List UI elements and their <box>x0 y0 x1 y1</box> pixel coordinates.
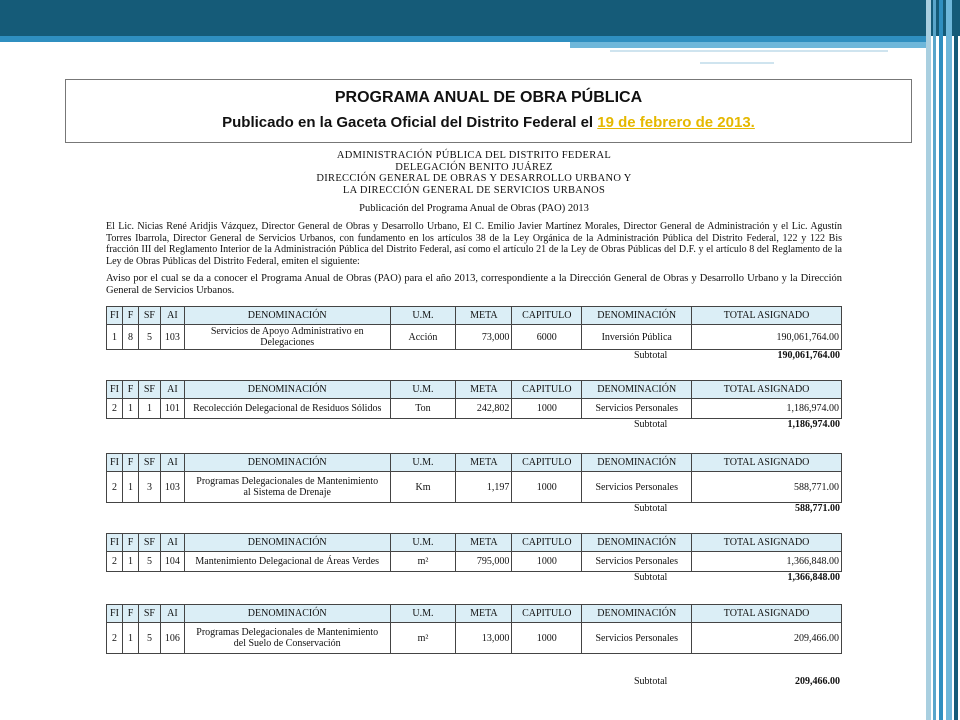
table-cell: m² <box>390 552 456 572</box>
table-cell: Ton <box>390 399 456 419</box>
column-header: U.M. <box>390 381 456 399</box>
program-table <box>106 533 842 572</box>
column-header: AI <box>160 307 184 325</box>
column-header: AI <box>160 605 184 623</box>
subtotal-row <box>106 572 842 584</box>
column-header: F <box>122 381 138 399</box>
intro-paragraph: El Lic. Nicias René Aridjis Vázquez, Director General de Obras y Desarrollo Urbano, El C. Emilio Javier Martínez Morales, Director General de Administración y el Lic. Agustín Torres Ibarrola, Director General de Servicios Urbanos, con fundamento en los artículos 38 de la Ley Orgánica de la Administración Pública del Distrito Federal, 122 y 122 Bis fracción III del Reglamento Interior de la Administración Pública del Distrito Federal, así como el artículo 21 de la Ley de Obras Públicas del D.F. y el artículo 8 del Reglamento de la Ley de Obras Públicas del Distrito Federal, emiten el siguiente: <box>106 221 842 267</box>
publication-date-link[interactable]: 19 de febrero de 2013. <box>597 114 755 131</box>
program-block <box>106 380 842 431</box>
table-cell: 2 <box>107 399 123 419</box>
title-box <box>65 79 912 143</box>
program-block <box>106 604 842 688</box>
column-header: SF <box>138 307 160 325</box>
subtotal-row <box>106 419 842 431</box>
table-cell: 2 <box>107 552 123 572</box>
column-header: DENOMINACIÓN <box>184 454 390 472</box>
right-decor-bar <box>933 0 936 720</box>
table-cell: 2 <box>107 623 123 654</box>
column-header: U.M. <box>390 307 456 325</box>
program-block <box>106 453 842 515</box>
page-subtitle <box>66 114 911 131</box>
table-cell: 103 <box>160 472 184 503</box>
subtotal-label: Subtotal <box>634 572 668 583</box>
column-header: F <box>122 454 138 472</box>
table-cell: 1,366,848.00 <box>692 552 842 572</box>
table-cell: Servicios Personales <box>582 399 692 419</box>
table-cell: 2 <box>107 472 123 503</box>
subtotal-label: Subtotal <box>634 350 668 361</box>
column-header: AI <box>160 381 184 399</box>
aviso-paragraph: Aviso por el cual se da a conocer el Programa Anual de Obras (PAO) para el año 2013, correspondiente a la Dirección General de Obras y Desarrollo Urbano y la Dirección General de Servicios Urbanos. <box>106 273 842 296</box>
program-table <box>106 306 842 350</box>
table-cell: Km <box>390 472 456 503</box>
header-line: DIRECCIÓN GENERAL DE OBRAS Y DESARROLLO URBANO Y <box>316 173 632 184</box>
subtotal-value: 1,186,974.00 <box>787 419 840 430</box>
table-cell: 1 <box>122 472 138 503</box>
column-header: SF <box>138 454 160 472</box>
column-header: FI <box>107 307 123 325</box>
column-header: FI <box>107 534 123 552</box>
column-header: F <box>122 534 138 552</box>
column-header: CAPITULO <box>512 381 582 399</box>
program-block <box>106 306 842 362</box>
column-header: DENOMINACIÓN <box>582 534 692 552</box>
table-cell: 13,000 <box>456 623 512 654</box>
subtotal-row <box>106 350 842 362</box>
column-header: CAPITULO <box>512 605 582 623</box>
table-cell: 6000 <box>512 325 582 350</box>
column-header: DENOMINACIÓN <box>582 381 692 399</box>
column-header: META <box>456 534 512 552</box>
table-header-row <box>107 307 842 325</box>
column-header: F <box>122 307 138 325</box>
column-header: CAPITULO <box>512 307 582 325</box>
subtotal-value: 588,771.00 <box>795 503 840 514</box>
subtotal-value: 209,466.00 <box>795 676 840 687</box>
decor-line <box>700 62 774 64</box>
table-cell: 3 <box>138 472 160 503</box>
column-header: FI <box>107 454 123 472</box>
table-cell: 1000 <box>512 472 582 503</box>
table-cell: 5 <box>138 623 160 654</box>
column-header: META <box>456 454 512 472</box>
subtitle-text: Publicado en la Gaceta Oficial del Distrito Federal el <box>222 114 594 131</box>
subtotal-row <box>106 676 842 688</box>
table-row <box>107 399 842 419</box>
column-header: U.M. <box>390 454 456 472</box>
program-table <box>106 604 842 654</box>
table-cell: 795,000 <box>456 552 512 572</box>
table-cell: Servicios Personales <box>582 472 692 503</box>
column-header: DENOMINACIÓN <box>582 307 692 325</box>
subtotal-value: 1,366,848.00 <box>787 572 840 583</box>
table-cell: 1 <box>122 399 138 419</box>
column-header: DENOMINACIÓN <box>184 534 390 552</box>
table-cell: Inversión Pública <box>582 325 692 350</box>
right-decor-bar <box>926 0 931 720</box>
program-tables <box>106 306 842 688</box>
table-cell: 73,000 <box>456 325 512 350</box>
right-decor-bar <box>946 0 952 720</box>
table-row <box>107 472 842 503</box>
publication-heading: Publicación del Programa Anual de Obras (PAO) 2013 <box>359 203 589 214</box>
column-header: CAPITULO <box>512 534 582 552</box>
subtotal-label: Subtotal <box>634 676 668 687</box>
table-cell: 103 <box>160 325 184 350</box>
banner-stripe-light <box>570 42 930 48</box>
table-cell: 1 <box>122 623 138 654</box>
table-header-row <box>107 605 842 623</box>
table-cell: 1 <box>122 552 138 572</box>
column-header: U.M. <box>390 534 456 552</box>
right-decor-bar <box>939 0 943 720</box>
table-cell: Programas Delegacionales de Mantenimiento al Sistema de Drenaje <box>184 472 390 503</box>
column-header: DENOMINACIÓN <box>184 307 390 325</box>
column-header: TOTAL ASIGNADO <box>692 454 842 472</box>
program-table <box>106 380 842 419</box>
document-body <box>106 150 842 688</box>
table-cell: 1000 <box>512 399 582 419</box>
table-cell: 1 <box>107 325 123 350</box>
table-cell: 190,061,764.00 <box>692 325 842 350</box>
table-cell: 5 <box>138 552 160 572</box>
table-cell: Servicios de Apoyo Administrativo en Delegaciones <box>184 325 390 350</box>
subtotal-value: 190,061,764.00 <box>777 350 840 361</box>
header-line: ADMINISTRACIÓN PÚBLICA DEL DISTRITO FEDERAL <box>336 150 612 161</box>
program-table <box>106 453 842 503</box>
column-header: TOTAL ASIGNADO <box>692 381 842 399</box>
column-header: DENOMINACIÓN <box>184 605 390 623</box>
table-cell: Acción <box>390 325 456 350</box>
table-cell: 1,197 <box>456 472 512 503</box>
table-header-row <box>107 454 842 472</box>
table-cell: m² <box>390 623 456 654</box>
table-header-row <box>107 534 842 552</box>
table-cell: Mantenimiento Delegacional de Áreas Verdes <box>184 552 390 572</box>
table-cell: 242,802 <box>456 399 512 419</box>
subtotal-row <box>106 503 842 515</box>
column-header: TOTAL ASIGNADO <box>692 307 842 325</box>
subtotal-label: Subtotal <box>634 419 668 430</box>
column-header: META <box>456 307 512 325</box>
table-cell: 5 <box>138 325 160 350</box>
table-cell: Programas Delegacionales de Mantenimiento del Suelo de Conservación <box>184 623 390 654</box>
column-header: DENOMINACIÓN <box>582 454 692 472</box>
column-header: DENOMINACIÓN <box>582 605 692 623</box>
table-cell: 106 <box>160 623 184 654</box>
table-cell: 588,771.00 <box>692 472 842 503</box>
page-title: PROGRAMA ANUAL DE OBRA PÚBLICA <box>334 89 643 106</box>
decor-line <box>610 50 888 52</box>
table-cell: Servicios Personales <box>582 623 692 654</box>
table-row <box>107 623 842 654</box>
table-cell: 8 <box>122 325 138 350</box>
column-header: CAPITULO <box>512 454 582 472</box>
table-cell: 1000 <box>512 623 582 654</box>
column-header: FI <box>107 381 123 399</box>
table-row <box>107 325 842 350</box>
column-header: TOTAL ASIGNADO <box>692 605 842 623</box>
column-header: SF <box>138 605 160 623</box>
table-cell: 1 <box>138 399 160 419</box>
table-cell: Recolección Delegacional de Residuos Sólidos <box>184 399 390 419</box>
column-header: F <box>122 605 138 623</box>
table-header-row <box>107 381 842 399</box>
table-cell: 1000 <box>512 552 582 572</box>
column-header: META <box>456 381 512 399</box>
column-header: U.M. <box>390 605 456 623</box>
table-row <box>107 552 842 572</box>
column-header: FI <box>107 605 123 623</box>
column-header: META <box>456 605 512 623</box>
program-block <box>106 533 842 584</box>
right-decor-bar <box>954 0 958 720</box>
top-banner <box>0 0 960 36</box>
column-header: SF <box>138 534 160 552</box>
column-header: TOTAL ASIGNADO <box>692 534 842 552</box>
document-header <box>106 150 842 196</box>
column-header: DENOMINACIÓN <box>184 381 390 399</box>
column-header: AI <box>160 454 184 472</box>
table-cell: 101 <box>160 399 184 419</box>
header-line: DELEGACIÓN BENITO JUÁREZ <box>395 161 553 173</box>
column-header: AI <box>160 534 184 552</box>
table-cell: 209,466.00 <box>692 623 842 654</box>
column-header: SF <box>138 381 160 399</box>
subtotal-label: Subtotal <box>634 503 668 514</box>
table-cell: Servicios Personales <box>582 552 692 572</box>
table-cell: 1,186,974.00 <box>692 399 842 419</box>
header-line: LA DIRECCIÓN GENERAL DE SERVICIOS URBANOS <box>342 184 606 196</box>
table-cell: 104 <box>160 552 184 572</box>
